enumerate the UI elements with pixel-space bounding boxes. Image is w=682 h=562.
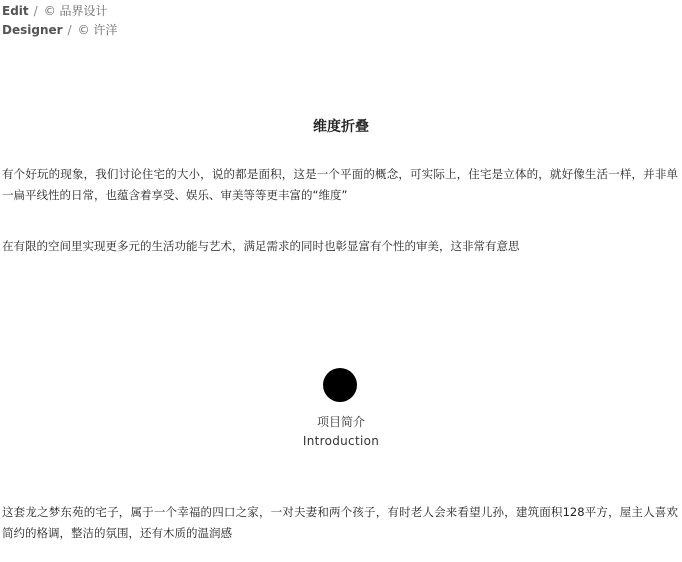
body-paragraph: 有个好玩的现象，我们讨论住宅的大小，说的都是面积，这是一个平面的概念，可实际上，住宅是立体的，就好像生活一样，并非单一扁平线性的日常，也蕴含着享受、娱乐、审美等等更丰富的“维度” [2,167,678,202]
intro-paragraph: 这套龙之梦东苑的宅子，属于一个幸福的四口之家，一对夫妻和两个孩子，有时老人会来看望儿孙，建筑面积128平方，屋主人喜欢简约的格调，整洁的氛围，还有木质的温润感 [2,505,678,540]
credit-role: Designer [2,23,63,37]
credit-name: © 许洋 [77,23,118,37]
credit-edit [2,2,117,21]
credit-designer [2,21,117,40]
section-title: 维度折叠 [313,119,369,135]
credit-name: © 品界设计 [43,4,108,18]
intro-title-en: Introduction [302,434,380,448]
credit-separator: / [33,4,38,18]
credits-block [2,2,117,40]
body-paragraph: 在有限的空间里实现更多元的生活功能与艺术，满足需求的同时也彰显富有个性的审美，这非常有意思 [2,239,520,253]
credit-role: Edit [2,4,29,18]
intro-title-cn: 项目简介 [316,415,365,429]
black-dot-icon [323,368,357,402]
credit-separator: / [67,23,72,37]
